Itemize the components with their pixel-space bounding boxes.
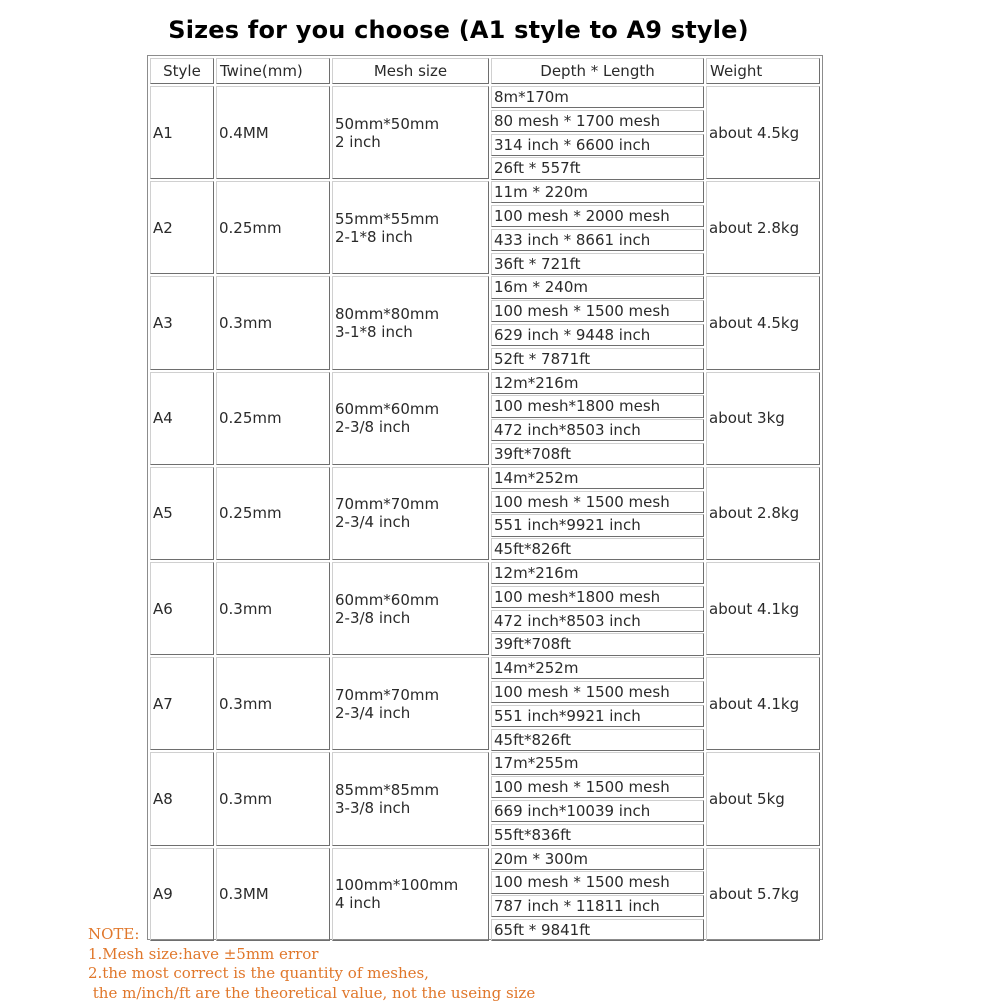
dimension-cell: 12m*216m	[491, 562, 704, 584]
twine-cell: 0.3mm	[216, 657, 330, 750]
mesh-size-mm: 85mm*85mm	[335, 781, 488, 799]
dimension-cell: 39ft*708ft	[491, 633, 704, 655]
note-heading: NOTE:	[88, 925, 788, 945]
dimension-cell: 472 inch*8503 inch	[491, 610, 704, 632]
dimension-cell: 20m * 300m	[491, 848, 704, 870]
dimension-cell: 12m*216m	[491, 372, 704, 394]
style-cell: A4	[150, 372, 214, 465]
mesh-size-mm: 50mm*50mm	[335, 115, 488, 133]
dimension-cell: 55ft*836ft	[491, 824, 704, 846]
weight-cell: about 2.8kg	[706, 467, 820, 560]
dimension-cell: 629 inch * 9448 inch	[491, 324, 704, 346]
dimension-cell: 65ft * 9841ft	[491, 919, 704, 941]
header-twine: Twine(mm)	[216, 58, 330, 84]
dimension-cell: 8m*170m	[491, 86, 704, 108]
dimension-cell: 100 mesh * 1500 mesh	[491, 776, 704, 798]
mesh-size-inch: 4 inch	[335, 894, 488, 912]
header-mesh-size: Mesh size	[332, 58, 489, 84]
mesh-size-cell	[332, 752, 489, 845]
dimension-cell: 14m*252m	[491, 467, 704, 489]
style-cell: A9	[150, 848, 214, 941]
mesh-size-inch: 2-3/4 inch	[335, 513, 488, 531]
header-weight: Weight	[706, 58, 820, 84]
mesh-size-cell	[332, 562, 489, 655]
dimension-cell: 100 mesh*1800 mesh	[491, 395, 704, 417]
dimension-cell: 45ft*826ft	[491, 729, 704, 751]
mesh-size-cell	[332, 181, 489, 274]
mesh-size-mm: 60mm*60mm	[335, 591, 488, 609]
dimension-cell: 787 inch * 11811 inch	[491, 895, 704, 917]
dimension-cell: 433 inch * 8661 inch	[491, 229, 704, 251]
dimension-cell: 314 inch * 6600 inch	[491, 134, 704, 156]
mesh-size-mm: 55mm*55mm	[335, 210, 488, 228]
dimension-cell: 472 inch*8503 inch	[491, 419, 704, 441]
mesh-size-cell	[332, 372, 489, 465]
style-cell: A1	[150, 86, 214, 179]
mesh-size-mm: 70mm*70mm	[335, 686, 488, 704]
mesh-size-mm: 80mm*80mm	[335, 305, 488, 323]
header-depth-length: Depth * Length	[491, 58, 704, 84]
mesh-size-inch: 2-3/8 inch	[335, 418, 488, 436]
dimension-cell: 100 mesh * 1500 mesh	[491, 681, 704, 703]
mesh-size-mm: 100mm*100mm	[335, 876, 488, 894]
dimension-cell: 52ft * 7871ft	[491, 348, 704, 370]
mesh-size-mm: 70mm*70mm	[335, 495, 488, 513]
weight-cell: about 2.8kg	[706, 181, 820, 274]
weight-cell: about 4.5kg	[706, 276, 820, 369]
dimension-cell: 45ft*826ft	[491, 538, 704, 560]
mesh-size-cell	[332, 657, 489, 750]
mesh-size-inch: 2-3/4 inch	[335, 704, 488, 722]
twine-cell: 0.25mm	[216, 372, 330, 465]
note-line: 1.Mesh size:have ±5mm error	[88, 945, 788, 965]
mesh-size-inch: 2 inch	[335, 133, 488, 151]
note-line: 2.the most correct is the quantity of meshes,	[88, 964, 788, 984]
dimension-cell: 669 inch*10039 inch	[491, 800, 704, 822]
dimension-cell: 14m*252m	[491, 657, 704, 679]
dimension-cell: 39ft*708ft	[491, 443, 704, 465]
twine-cell: 0.3mm	[216, 752, 330, 845]
dimension-cell: 36ft * 721ft	[491, 253, 704, 275]
dimension-cell: 100 mesh * 1500 mesh	[491, 871, 704, 893]
mesh-size-inch: 3-3/8 inch	[335, 799, 488, 817]
size-table	[147, 55, 823, 940]
dimension-cell: 11m * 220m	[491, 181, 704, 203]
weight-cell: about 3kg	[706, 372, 820, 465]
twine-cell: 0.4MM	[216, 86, 330, 179]
weight-cell: about 4.1kg	[706, 657, 820, 750]
twine-cell: 0.25mm	[216, 467, 330, 560]
note-line: the m/inch/ft are the theoretical value, not the useing size	[88, 984, 788, 1003]
dimension-cell: 100 mesh * 1500 mesh	[491, 491, 704, 513]
mesh-size-cell	[332, 86, 489, 179]
dimension-cell: 80 mesh * 1700 mesh	[491, 110, 704, 132]
mesh-size-cell	[332, 276, 489, 369]
twine-cell: 0.3MM	[216, 848, 330, 941]
twine-cell: 0.3mm	[216, 562, 330, 655]
weight-cell: about 4.1kg	[706, 562, 820, 655]
header-style: Style	[150, 58, 214, 84]
weight-cell: about 5kg	[706, 752, 820, 845]
style-cell: A3	[150, 276, 214, 369]
dimension-cell: 551 inch*9921 inch	[491, 705, 704, 727]
style-cell: A6	[150, 562, 214, 655]
style-cell: A7	[150, 657, 214, 750]
style-cell: A2	[150, 181, 214, 274]
mesh-size-inch: 3-1*8 inch	[335, 323, 488, 341]
dimension-cell: 100 mesh * 1500 mesh	[491, 300, 704, 322]
weight-cell: about 5.7kg	[706, 848, 820, 941]
weight-cell: about 4.5kg	[706, 86, 820, 179]
mesh-size-cell	[332, 467, 489, 560]
twine-cell: 0.25mm	[216, 181, 330, 274]
dimension-cell: 16m * 240m	[491, 276, 704, 298]
mesh-size-mm: 60mm*60mm	[335, 400, 488, 418]
page-title: Sizes for you choose (A1 style to A9 style)	[0, 16, 917, 44]
note-section	[88, 925, 788, 1003]
dimension-cell: 551 inch*9921 inch	[491, 514, 704, 536]
mesh-size-inch: 2-1*8 inch	[335, 228, 488, 246]
mesh-size-inch: 2-3/8 inch	[335, 609, 488, 627]
twine-cell: 0.3mm	[216, 276, 330, 369]
style-cell: A8	[150, 752, 214, 845]
dimension-cell: 26ft * 557ft	[491, 157, 704, 179]
dimension-cell: 17m*255m	[491, 752, 704, 774]
dimension-cell: 100 mesh*1800 mesh	[491, 586, 704, 608]
dimension-cell: 100 mesh * 2000 mesh	[491, 205, 704, 227]
style-cell: A5	[150, 467, 214, 560]
